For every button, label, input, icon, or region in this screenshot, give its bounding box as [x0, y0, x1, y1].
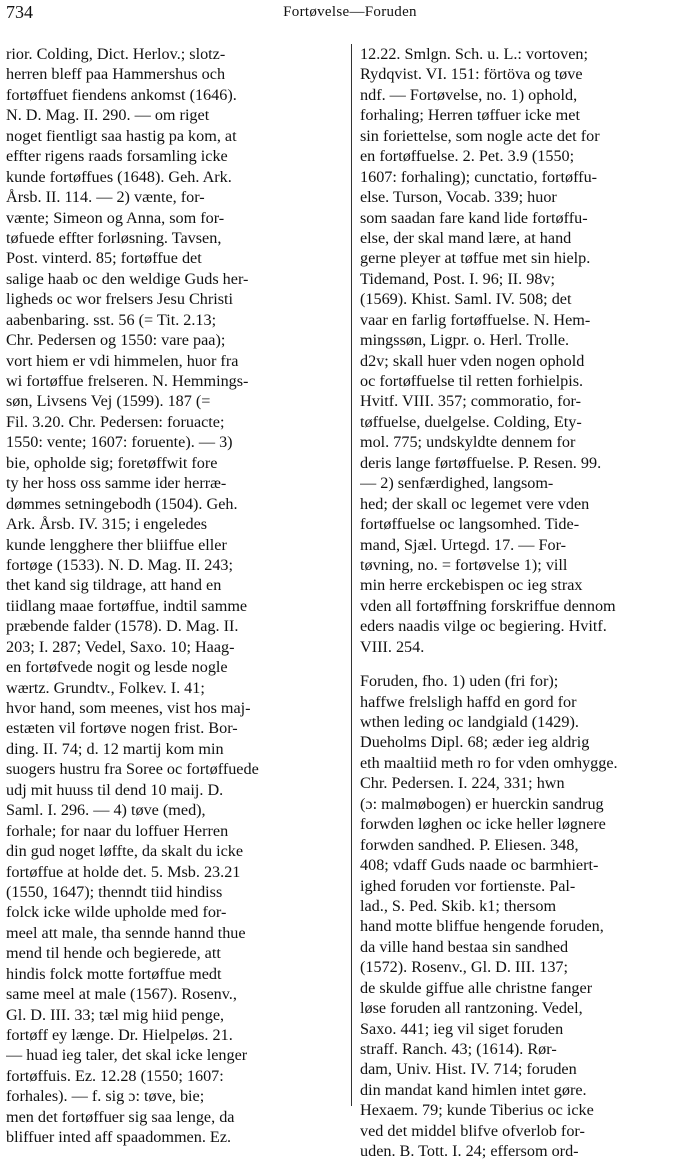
- text-line: Chr. Pedersen og 1550: vare paa);: [6, 331, 226, 350]
- text-line: eth maaltiid meth ro for vden omhygge.: [360, 753, 618, 772]
- text-line: wi fortøffue frelseren. N. Hemmings-: [6, 372, 249, 390]
- text-line: 1607: forhaling); cunctatio, fortøffu-: [360, 167, 598, 186]
- text-line: forwden sandhed. P. Eliesen. 348,: [360, 835, 579, 854]
- text-line: vort hiem er vdi himmelen, huor fra: [6, 351, 239, 370]
- text-line: vænte; Simeon og Anna, som for-: [6, 208, 225, 227]
- text-line: Rydqvist. VI. 151: förtöva og tøve: [360, 65, 583, 84]
- text-line: ved det middel blifve ofverlob for-: [360, 1121, 585, 1140]
- text-line: Tidemand, Post. I. 96; II. 98v;: [360, 269, 556, 288]
- text-line: fortøffuelse oc langsomhed. Tide-: [360, 515, 580, 534]
- text-line: haffwe frelsligh haffd en gord for: [360, 692, 577, 711]
- text-line: estæten vil fortøve nogen frist. Bor-: [6, 719, 238, 738]
- text-line: (1569). Khist. Saml. IV. 508; det: [360, 290, 572, 309]
- text-line: oc fortøffuelse til retten forhielpis.: [360, 372, 584, 390]
- text-line: gerne pleyer at tøffue met sin hielp.: [360, 249, 591, 268]
- text-line: — 2) senfærdighed, langsom-: [360, 474, 554, 493]
- text-line: lad., S. Ped. Skib. k1; thersom: [360, 896, 557, 915]
- text-line: bliffuer inted aff spaadommen. Ez.: [6, 1128, 232, 1147]
- text-line: Chr. Pedersen. I. 224, 331; hwn: [360, 774, 565, 793]
- text-line: udj mit huuss til dend 10 maij. D.: [6, 780, 224, 799]
- page-number: 734: [6, 2, 33, 22]
- text-line: ty her hoss oss samme ider herræ-: [6, 474, 227, 493]
- text-line: fortøffuet fiendens ankomst (1646).: [6, 85, 237, 104]
- text-line: meel att male, tha sennde hannd thue: [6, 923, 246, 942]
- text-line: ding. II. 74; d. 12 martij kom min: [6, 739, 224, 758]
- column-divider: [351, 44, 352, 1106]
- text-line: en fortøfvede nogit og lesde nogle: [6, 658, 228, 677]
- text-line: mingssøn, Ligpr. o. Herl. Trolle.: [360, 331, 570, 350]
- text-line: thet kand sig tildrage, att hand en: [6, 576, 222, 595]
- text-line: tiidlang maae fortøffue, indtil samme: [6, 596, 248, 615]
- text-line: fortøffuis. Ez. 12.28 (1550; 1607:: [6, 1066, 224, 1085]
- text-line: (ɔ: malmøbogen) er huerckin sandrug: [360, 794, 604, 813]
- text-line: (1572). Rosenv., Gl. D. III. 137;: [360, 958, 569, 977]
- text-line: same meel at male (1567). Rosenv.,: [6, 985, 237, 1004]
- text-line: d2v; skall huer vden nogen ophold: [360, 351, 585, 370]
- text-line: Hexaem. 79; kunde Tiberius oc icke: [360, 1101, 594, 1120]
- text-line: Årsb. II. 114. — 2) vænte, for-: [6, 188, 205, 207]
- text-line: rior. Colding, Dict. Herlov.; slotz-: [6, 45, 226, 63]
- text-line: mol. 775; undskyldte dennem for: [360, 433, 576, 452]
- text-line: men det fortøffuer sig saa lenge, da: [6, 1107, 235, 1126]
- page-header: [0, 2, 700, 24]
- text-line: Ark. Årsb. IV. 315; i engeledes: [6, 515, 208, 534]
- right-column: [360, 44, 696, 1162]
- text-line: — huad ieg taler, det skal icke lenger: [6, 1046, 248, 1065]
- text-line: salige haab oc den weldige Guds her-: [6, 269, 249, 288]
- text-line: kunde lengghere ther bliiffue eller: [6, 535, 227, 554]
- text-line: eders naadis vilge oc begiering. Hvitf.: [360, 617, 607, 636]
- text-line: hvor hand, som meenes, vist hos maj-: [6, 699, 251, 717]
- text-line: 1550: vente; 1607: foruente). — 3): [6, 433, 233, 452]
- text-line: en fortøffuelse. 2. Pet. 3.9 (1550;: [360, 147, 575, 166]
- text-line: Foruden, fho. 1) uden (fri for);: [360, 672, 559, 691]
- text-line: wærtz. Grundtv., Folkev. I. 41;: [6, 678, 205, 697]
- text-line: hand motte bliffue hengende foruden,: [360, 917, 604, 936]
- text-line: forwden løghen oc icke heller løgnere: [360, 815, 606, 834]
- text-line: 203; I. 287; Vedel, Saxo. 10; Haag-: [6, 637, 235, 656]
- text-line: suogers hustru fra Soree oc fortøffuede: [6, 760, 259, 779]
- text-line: hindis folck motte fortøffue medt: [6, 964, 222, 983]
- text-line: vden all fortøffning forskriffue dennom: [360, 596, 616, 615]
- text-line: folck icke wilde upholde med for-: [6, 903, 227, 922]
- text-line: hed; der skall oc legemet vere vden: [360, 494, 590, 513]
- text-line: tøffuelse, duelgelse. Colding, Ety-: [360, 412, 582, 431]
- text-line: som saadan fare kand lide fortøffu-: [360, 208, 588, 227]
- text-line: aabenbaring. sst. 56 (= Tit. 2.13;: [6, 310, 217, 329]
- text-line: fortøff ey længe. Dr. Hielpeløs. 21.: [6, 1026, 233, 1044]
- text-line: mend til hende och begierede, att: [6, 944, 221, 963]
- text-line: din mandat kand himlen intet gøre.: [360, 1080, 587, 1099]
- text-line: deris lange førtøffuelse. P. Resen. 99.: [360, 453, 602, 472]
- text-line: løse foruden all rantzoning. Vedel,: [360, 999, 583, 1018]
- text-line: (1550, 1647); thenndt tiid hindiss: [6, 882, 223, 901]
- text-line: Hvitf. VIII. 357; commoratio, for-: [360, 392, 582, 411]
- text-line: din gud noget løffte, da skalt du icke: [6, 842, 244, 861]
- text-line: da ville hand bestaa sin sandhed: [360, 937, 569, 956]
- entry-gap: [360, 657, 696, 671]
- text-line: Fil. 3.20. Chr. Pedersen: foruacte;: [6, 412, 225, 431]
- text-line: ndf. — Fortøvelse, no. 1) ophold,: [360, 85, 578, 104]
- text-line: effter rigens raads forsamling icke: [6, 147, 228, 166]
- text-line: else. Turson, Vocab. 339; huor: [360, 188, 557, 207]
- running-title: Fortøvelse—Foruden: [283, 4, 417, 20]
- text-line: tøfuede effter forløsning. Tavsen,: [6, 228, 222, 247]
- text-line: kunde fortøffues (1648). Geh. Ark.: [6, 167, 232, 186]
- text-line: Saxo. 441; ieg vil siget foruden: [360, 1019, 564, 1038]
- text-line: herren bleff paa Hammershus och: [6, 65, 226, 84]
- text-line: Dueholms Dipl. 68; æder ieg aldrig: [360, 733, 590, 752]
- text-line: N. D. Mag. II. 290. — om riget: [6, 106, 210, 125]
- text-line: sin foriettelse, som nogle acte det for: [360, 126, 600, 145]
- text-line: Post. vinterd. 85; fortøffue det: [6, 249, 202, 268]
- text-line: ligheds oc wor frelsers Jesu Christi: [6, 290, 234, 309]
- text-line: fortøge (1533). N. D. Mag. II. 243;: [6, 555, 234, 574]
- text-line: bie, opholde sig; foretøffwit fore: [6, 453, 218, 472]
- text-line: forhaling; Herren tøffuer icke met: [360, 106, 580, 125]
- text-line: uden. B. Tott. I. 24; effersom ord-: [360, 1142, 579, 1161]
- text-line: noget fientligt saa hastig pa kom, at: [6, 126, 237, 145]
- text-line: VIII. 254.: [360, 637, 425, 656]
- text-line: forhales). — f. sig ɔ: tøve, bie;: [6, 1087, 205, 1106]
- text-line: de skulde giffue alle christne fanger: [360, 978, 593, 997]
- text-line: wthen leding oc landgiald (1429).: [360, 713, 579, 731]
- text-line: Saml. I. 296. — 4) tøve (med),: [6, 801, 206, 820]
- text-line: ighed foruden vor fortienste. Pal-: [360, 876, 576, 895]
- text-line: præbende falder (1578). D. Mag. II.: [6, 617, 239, 636]
- text-line: min herre erckebispen oc ieg strax: [360, 576, 583, 595]
- text-line: dam, Univ. Hist. IV. 714; foruden: [360, 1060, 577, 1079]
- text-line: fortøffue at holde det. 5. Msb. 23.21: [6, 862, 241, 881]
- text-line: mand, Sjæl. Urtegd. 17. — For-: [360, 535, 567, 554]
- text-line: dømmes setningebodh (1504). Geh.: [6, 494, 238, 513]
- left-column: [6, 44, 346, 1148]
- text-line: straff. Ranch. 43; (1614). Rør-: [360, 1040, 557, 1058]
- text-line: Gl. D. III. 33; tæl mig hiid penge,: [6, 1005, 225, 1024]
- text-line: vaar en farlig fortøffuelse. N. Hem-: [360, 310, 591, 329]
- text-line: 408; vdaff Guds naade oc barmhiert-: [360, 856, 599, 875]
- text-line: 12.22. Smlgn. Sch. u. L.: vortoven;: [360, 45, 588, 63]
- text-line: else, der skal mand lære, at hand: [360, 228, 572, 247]
- text-line: forhale; for naar du loffuer Herren: [6, 821, 229, 840]
- text-line: søn, Livsens Vej (1599). 187 (=: [6, 392, 211, 411]
- text-line: tøvning, no. = fortøvelse 1); vill: [360, 555, 568, 574]
